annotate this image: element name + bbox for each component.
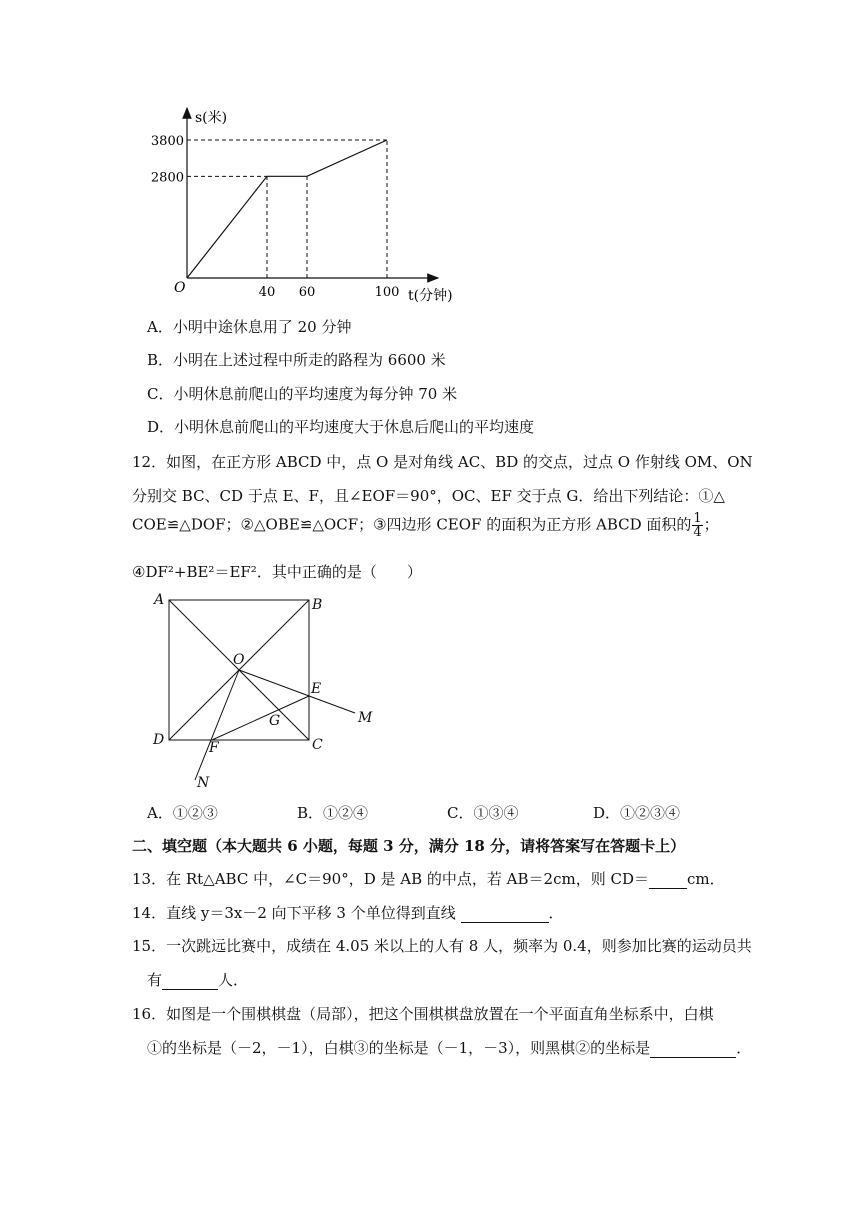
q15-line-2 xyxy=(147,969,248,990)
square-geometry-figure xyxy=(145,588,395,798)
label-d: D xyxy=(153,732,165,748)
q16-answer-blank[interactable] xyxy=(650,1039,736,1058)
q16-line-2-text: ①的坐标是（－2，－1），白棋③的坐标是（－1，－3），则黑棋②的坐标是 xyxy=(147,1039,651,1057)
q14-text: 14．直线 y＝3x－2 向下平移 3 个单位得到直线 xyxy=(132,904,456,922)
q12-option-c: C．①③④ xyxy=(447,804,519,822)
x-tick-label: 100 xyxy=(374,285,400,300)
q12-line-3-text: COE≌△DOF；②△OBE≌△OCF；③四边形 CEOF 的面积为正方形 ABCD 面积的 xyxy=(132,515,692,534)
label-a: A xyxy=(154,592,165,608)
q12-line-3 xyxy=(132,512,719,539)
q11-option-c: C．小明休息前爬山的平均速度为每分钟 70 米 xyxy=(147,385,458,403)
q14-end: ． xyxy=(548,904,564,922)
q11-option-b: B．小明在上述过程中所走的路程为 6600 米 xyxy=(147,351,446,369)
q16-end: ． xyxy=(736,1039,752,1057)
q13-text: 13．在 Rt△ABC 中，∠C＝90°，D 是 AB 的中点，若 AB＝2cm，则 CD＝ xyxy=(132,870,649,888)
label-c: C xyxy=(312,737,323,753)
q12-line-2: 分别交 BC、CD 于点 E、F，且∠EOF＝90°，OC、EF 交于点 G．给出下列结论：①△ xyxy=(132,487,725,505)
fraction-denominator: 4 xyxy=(693,525,702,540)
q12-option-a: A．①②③ xyxy=(147,804,218,822)
y-axis-label: s(米) xyxy=(195,110,228,126)
q11-option-d: D．小明休息前爬山的平均速度大于休息后爬山的平均速度 xyxy=(147,418,535,436)
origin-label: O xyxy=(174,280,186,296)
ray-om xyxy=(239,670,355,713)
q15-answer-blank[interactable] xyxy=(162,971,218,990)
x-tick-label: 60 xyxy=(298,285,316,300)
q14-answer-blank[interactable] xyxy=(461,904,549,923)
segment-ef xyxy=(212,696,309,740)
q11-option-a: A．小明中途休息用了 20 分钟 xyxy=(147,318,352,336)
label-m: M xyxy=(358,710,373,726)
q16-line-2 xyxy=(147,1037,751,1058)
q15-line-1: 15．一次跳远比赛中，成绩在 4.05 米以上的人有 8 人，频率为 0.4，则参加比赛的运动员共 xyxy=(132,937,752,955)
q12-line-4: ④DF²+BE²＝EF²．其中正确的是（ ） xyxy=(132,563,422,581)
q12-option-d: D．①②③④ xyxy=(593,804,681,822)
q13-answer-blank[interactable] xyxy=(649,870,687,889)
label-n: N xyxy=(197,775,210,791)
label-f: F xyxy=(209,740,219,756)
x-axis-label: t(分钟) xyxy=(408,288,453,304)
one-quarter-fraction xyxy=(692,512,702,539)
y-tick-label: 3800 xyxy=(150,134,184,149)
label-o: O xyxy=(233,652,245,668)
q13-unit: cm． xyxy=(686,870,725,888)
label-g: G xyxy=(269,713,281,729)
q15-line-2-end: 人． xyxy=(218,971,249,989)
q13 xyxy=(132,868,725,889)
label-b: B xyxy=(312,597,323,613)
q12-option-b: B．①②④ xyxy=(297,804,369,822)
x-tick-label: 40 xyxy=(258,285,276,300)
section-2-heading: 二、填空题（本大题共 6 小题，每题 3 分，满分 18 分，请将答案写在答题卡上） xyxy=(132,837,686,855)
q12-line-1: 12．如图，在正方形 ABCD 中，点 O 是对角线 AC、BD 的交点，过点 O 作射线 OM、ON xyxy=(132,453,753,471)
q12-line-3-end: ； xyxy=(703,515,719,534)
fraction-numerator: 1 xyxy=(693,511,702,526)
series-line xyxy=(187,140,387,278)
q14 xyxy=(132,902,564,923)
q16-line-1: 16．如图是一个围棋棋盘（局部），把这个围棋棋盘放置在一个平面直角坐标系中，白棋 xyxy=(132,1005,714,1023)
distance-time-chart xyxy=(150,100,460,310)
ray-on xyxy=(195,670,239,780)
label-e: E xyxy=(311,681,322,697)
y-tick-label: 2800 xyxy=(150,170,184,186)
q15-line-2-start: 有 xyxy=(147,971,163,989)
